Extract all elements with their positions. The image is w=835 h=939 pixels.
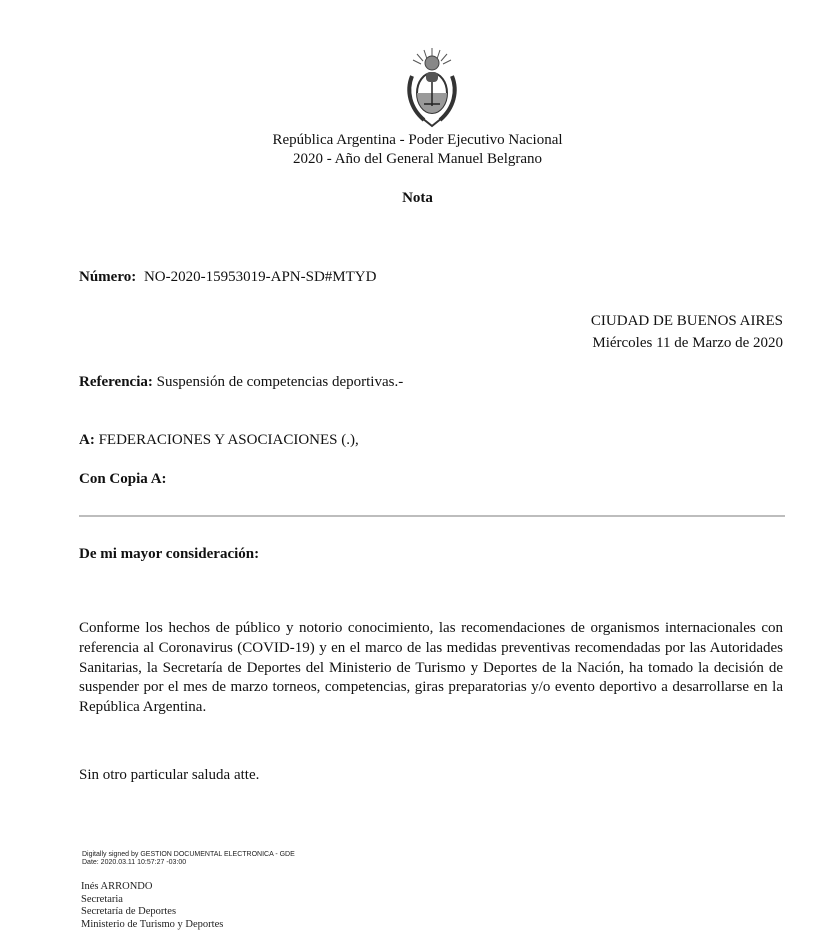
digital-signature-line-2: Date: 2020.03.11 10:57:27 -03:00: [82, 858, 187, 866]
numero-label: Número:: [79, 269, 137, 285]
header-line-1: República Argentina - Poder Ejecutivo Nacional: [272, 132, 563, 148]
closing: Sin otro particular saluda atte.: [79, 767, 260, 783]
city: CIUDAD DE BUENOS AIRES: [590, 313, 783, 329]
numero-row: [79, 267, 376, 287]
referencia-value: Suspensión de competencias deportivas.-: [156, 374, 404, 390]
referencia-row: [79, 372, 403, 392]
destinatario-label: A:: [79, 432, 95, 448]
salutation: De mi mayor consideración:: [79, 546, 260, 562]
signer-ministry: Ministerio de Turismo y Deportes: [81, 918, 224, 930]
destinatario-value: FEDERACIONES Y ASOCIACIONES (.),: [98, 432, 359, 448]
document-type: Nota: [402, 190, 433, 206]
digital-signature-line-1: Digitally signed by GESTION DOCUMENTAL ELECTRONICA - GDE: [82, 851, 295, 858]
referencia-label: Referencia:: [79, 374, 153, 390]
copia-label: Con Copia A:: [79, 471, 167, 487]
destinatario-row: [79, 430, 359, 450]
signer-office: Secretaría de Deportes: [81, 906, 177, 918]
numero-value: NO-2020-15953019-APN-SD#MTYD: [143, 269, 377, 285]
body-paragraph: Conforme los hechos de público y notorio conocimiento, las recomendaciones de organismos internacionales con referencia al Coronavirus (COVID-19) y en el marco de las medidas preventivas recomendadas por las Autoridades Sanitarias, la Secretaría de Deportes del Ministerio de Turismo y Deportes de la Nación, ha tomado la decisión de suspender por el mes de marzo torneos, competencias, giras preparatorias y/o evento deportivo a desarrollarse en la República Argentina.: [79, 620, 783, 716]
signer-name: Inés ARRONDO: [81, 881, 153, 892]
coat-of-arms-icon: [404, 46, 460, 128]
header-line-2: 2020 - Año del General Manuel Belgrano: [292, 151, 543, 167]
signer-block: [81, 881, 223, 931]
digital-signature: [82, 851, 295, 866]
date: Miércoles 11 de Marzo de 2020: [592, 335, 783, 351]
divider: [79, 515, 785, 517]
signer-title: Secretaria: [81, 893, 123, 905]
